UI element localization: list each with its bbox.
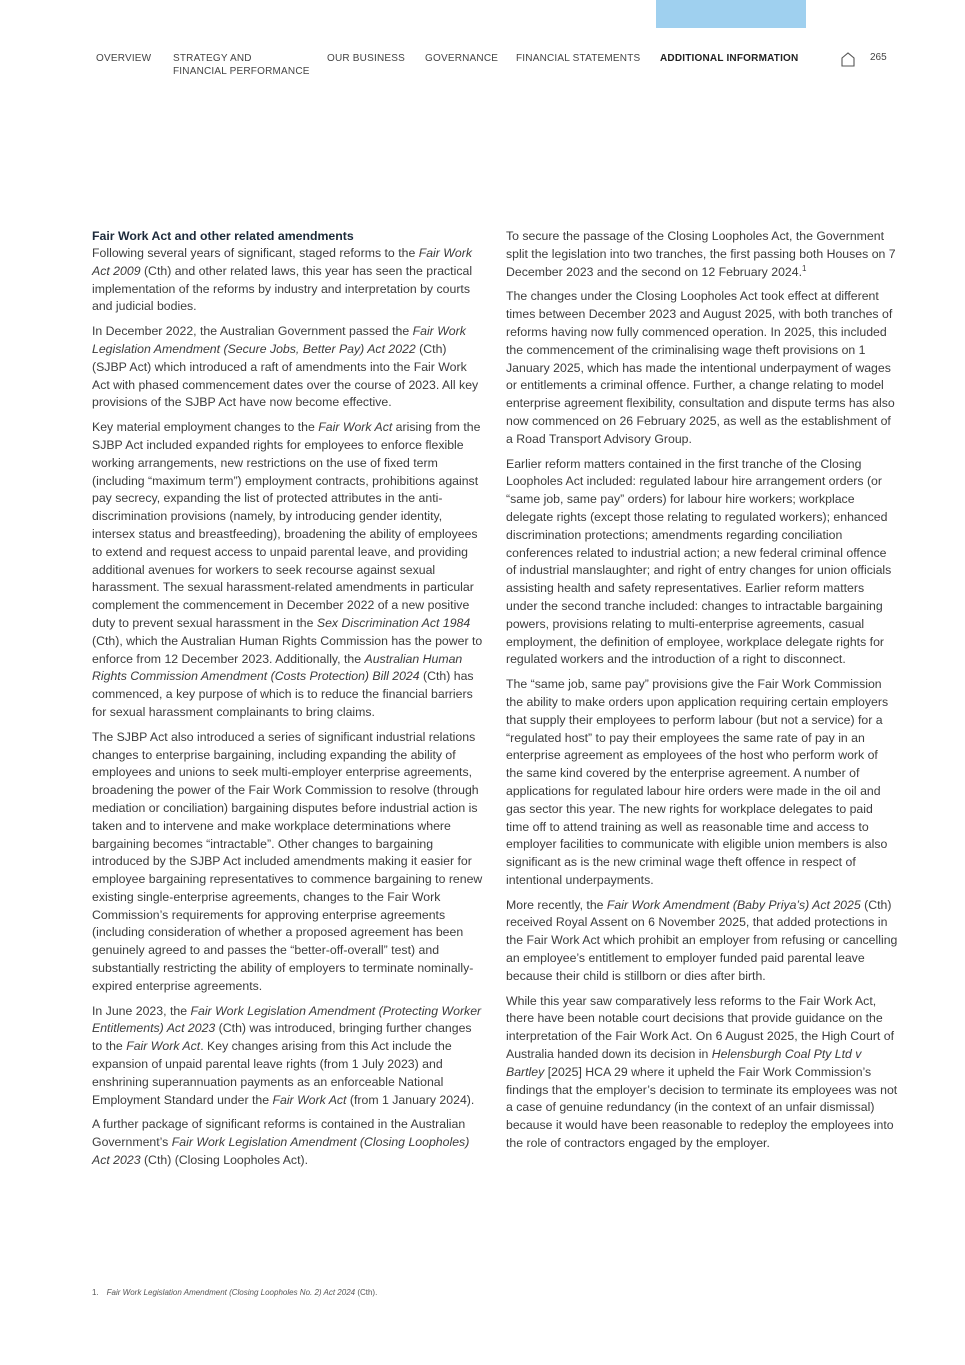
text-run: While this year saw comparatively less reforms to the Fair Work Act, there have been notable court decisions that provide guidance on the interpretation of the Fair Work Act. On 6 August 2025, the High Court of Australia handed down its decision in	[506, 993, 895, 1062]
text-run: In June 2023, the	[92, 1003, 191, 1018]
text-run: The SJBP Act also introduced a series of significant industrial relations changes to enterprise bargaining, including expanding the ability of employees and unions to seek multi-employer enterprise agreements, broadening the power of the Fair Work Commission to resolve (through mediation or conciliation) bargaining disputes before industrial action is taken and to intervene and make workplace determinations where bargaining becomes “intractable”. Other changes to bargaining introduced by the SJBP Act included amendments making it easier for employee bargaining representatives to commence bargaining to renew existing single-enterprise agreements, changes to the Fair Work Commission’s requirements for approving enterprise agreements (including consideration of whether a proposed agreement has been genuinely agreed to and passes the “better-off-overall” test) and substantially restricting the ability of employers to terminate nominally-expired enterprise agreements.	[92, 729, 483, 993]
text-run: . Key changes arising from this Act include the expansion of unpaid parental leave rights (from 1 July 2023) and enshrining superannuation payments as an enforceable National Employment Standard under the	[92, 1039, 452, 1107]
italic-citation: Fair Work Legislation Amendment (Closing Loopholes) Act 2023	[92, 1135, 470, 1168]
italic-citation: Fair Work Act	[272, 1092, 347, 1107]
page-number: 265	[870, 52, 887, 63]
body-paragraph	[92, 245, 484, 316]
text-run: (Cth) received Royal Assent on 6 November 2025, that added protections in the Fair Work Act which prohibit an employer from refusing or cancelling an employee’s entitlement to employer funded paid parental leave because their child is stillborn or dies after birth.	[506, 897, 898, 983]
body-paragraph	[506, 228, 898, 281]
body-paragraph	[92, 323, 484, 412]
italic-citation: Fair Work Legislation Amendment (Secure Jobs, Better Pay) Act 2022	[92, 324, 466, 356]
section-heading: Fair Work Act and other related amendments	[92, 229, 354, 243]
home-icon[interactable]	[840, 51, 856, 67]
text-run: The changes under the Closing Loopholes Act took effect at different times between December 2023 and August 2025, with both tranches of reforms having now fully commenced operation. In 2025, this included the commencement of the criminalising wage theft provisions on 1 January 2025, which has made the intentional underpayment of wages or entitlements a criminal offence. Further, a change relating to model enterprise agreement flexibility, consultation and dispute terms has also now commenced on 26 February 2025, as well as the establishment of a Road Transport Advisory Group.	[506, 289, 895, 446]
text-run: (Cth) has commenced, a key purpose of which is to reduce the financial barriers for sexual harassment complainants to bring claims.	[92, 669, 474, 719]
text-run: The “same job, same pay” provisions give the Fair Work Commission the ability to make orders upon application requiring certain employers that supply their employees to perform labour (but not a service) for a “regulated host” to pay their employees the same rate of pay in an enterprise agreement as employees of the host who perform work of the same kind covered by the enterprise agreement. A number of applications for regulated labour hire orders were made in the oil and gas sector this year. The new rights for workplace delegates to paid time off to attend training as well as reasonable time and access to employer facilities to communicate with eligible union members is also significant as is the new criminal wage theft offence in respect of intentional underpayments.	[506, 677, 889, 887]
text-run: More recently, the	[506, 897, 607, 912]
text-run: Key material employment changes to the	[92, 420, 319, 435]
text-run: (Cth) and other related laws, this year has seen the practical implementation of the reforms by industry and interpretation by courts and judicial bodies.	[92, 263, 473, 314]
body-paragraph	[92, 1116, 484, 1169]
right-column	[506, 228, 898, 1160]
text-run: (Cth) (SJBP Act) which introduced a raft of amendments into the Fair Work Act with phased commencement dates over the course of 2023. All key provisions of the SJBP Act have now become effective.	[92, 341, 479, 410]
nav-strategy-financial-performance[interactable]: STRATEGY AND FINANCIAL PERFORMANCE	[173, 53, 310, 77]
text-run: (Cth), which the Australian Human Rights Commission has the power to enforce from 12 December 2023. Additionally, the	[92, 633, 483, 666]
text-run: (from 1 January 2024).	[346, 1092, 475, 1107]
italic-citation: Fair Work Act	[126, 1039, 201, 1054]
body-paragraph	[506, 456, 898, 670]
body-paragraph	[92, 729, 484, 996]
italic-citation: Helensburgh Coal Pty Ltd v Bartley	[506, 1047, 862, 1079]
footnote-suffix: (Cth).	[355, 1288, 378, 1297]
text-run: [2025] HCA 29 where it upheld the Fair Work Commission’s findings that the employer’s decision to terminate its employees was not a case of genuine redundancy (in the context of an unfair dismissal) because it would have been reasonable to redeploy the employees into the role of contractors engaged by the employer.	[506, 1064, 898, 1151]
text-run: A further package of significant reforms is contained in the Australian Government’s	[92, 1117, 466, 1150]
italic-citation: Fair Work Legislation Amendment (Protecting Worker Entitlements) Act 2023	[92, 1003, 482, 1036]
footnote-ref: 1	[802, 263, 807, 273]
nav-our-business[interactable]: OUR BUSINESS	[327, 53, 405, 64]
right-paragraphs	[506, 228, 898, 1153]
italic-citation: Australian Human Rights Commission Amendment (Costs Protection) Bill 2024	[92, 651, 463, 684]
text-run: Earlier reform matters contained in the first tranche of the Closing Loopholes Act included: regulated labour hire arrangement orders (or “same job, same pay” orders) for labour hire workers; workplace delegate rights (except those relating to regulated workers); enhanced discrimination protections; amendments regarding conciliation conferences related to industrial action; a new federal criminal offence of industrial manslaughter; and right of entry changes for union officials assisting health and safety representatives. Earlier reform matters under the second tranche included: changes to intractable bargaining powers, provisions relating to multi-enterprise agreements, casual employment, the definition of employee, workplace delegate rights for regulated workers and the introduction of a right to disconnect.	[506, 456, 892, 667]
body-paragraph	[506, 288, 898, 448]
nav-governance[interactable]: GOVERNANCE	[425, 53, 499, 64]
body-paragraph	[506, 897, 898, 986]
nav-financial-statements[interactable]: FINANCIAL STATEMENTS	[516, 53, 641, 64]
body-paragraph	[92, 419, 484, 722]
text-run: arising from the SJBP Act included expanded rights for employees to enforce flexible working arrangements, new restrictions on the use of fixed term (including “maximum term”) employment contracts, prohibitions against pay secrecy, expanding the list of protected attributes in the anti-discrimination provisions (namely, by introducing gender identity, intersex status and breastfeeding), broadening the ability of employees to extend and request access to unpaid parental leave, and providing additional avenues for workers to seek recourse against sexual harassment. The sexual harassment-related amendments in particular complement the commencement in December 2022 of a new positive duty to prevent sexual harassment in the	[92, 420, 481, 630]
left-column	[92, 228, 484, 1177]
body-paragraph	[92, 1003, 484, 1110]
text-run: Following several years of significant, staged reforms to the	[92, 246, 419, 260]
footnote-title: Fair Work Legislation Amendment (Closing Loopholes No. 2) Act 2024	[106, 1288, 356, 1297]
italic-citation: Sex Discrimination Act 1984	[316, 615, 471, 630]
body-paragraph	[506, 676, 898, 890]
body-paragraph	[506, 993, 898, 1153]
footnote-number: 1.	[92, 1288, 99, 1297]
text-run: (Cth) was introduced, bringing further changes to the	[92, 1021, 472, 1054]
italic-citation: Fair Work Amendment (Baby Priya’s) Act 2025	[606, 897, 861, 912]
footnote	[92, 1288, 377, 1297]
section-accent-tab	[656, 0, 806, 28]
nav-overview[interactable]: OVERVIEW	[96, 53, 152, 64]
nav-additional-information[interactable]: ADDITIONAL INFORMATION	[660, 53, 799, 64]
text-run: In December 2022, the Australian Government passed the	[92, 324, 413, 339]
italic-citation: Fair Work Act	[318, 420, 393, 435]
text-run: To secure the passage of the Closing Loopholes Act, the Government split the legislation into two tranches, the first passing both Houses on 7 December 2023 and the second on 12 February 2024.	[506, 229, 896, 279]
left-paragraphs	[92, 245, 484, 1170]
text-run: (Cth) (Closing Loopholes Act).	[140, 1153, 308, 1168]
italic-citation: Fair Work Act 2009	[92, 246, 472, 278]
